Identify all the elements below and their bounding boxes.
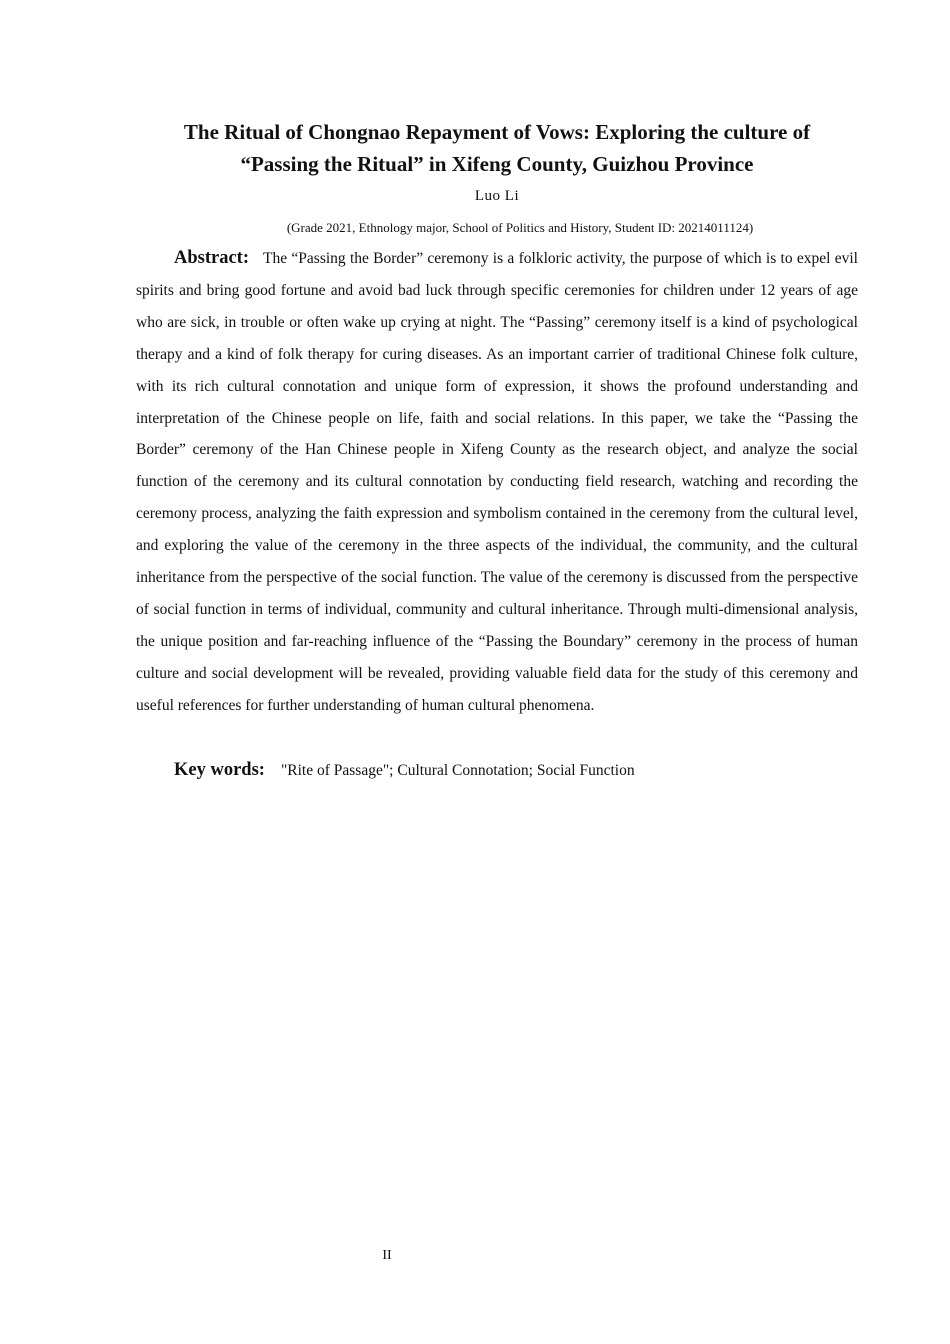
abstract-paragraph — [136, 243, 858, 722]
author-affiliation: (Grade 2021, Ethnology major, School of Politics and History, Student ID: 20214011124) — [286, 220, 754, 235]
keywords-paragraph — [136, 754, 858, 787]
page-number: II — [382, 1248, 392, 1263]
keywords-label: Key words: — [174, 760, 265, 780]
title-line-1: The Ritual of Chongnao Repayment of Vows: Exploring the culture of — [183, 120, 811, 144]
abstract-text: The “Passing the Border” ceremony is a folkloric activity, the purpose of which is to expel evil spirits and bring good fortune and avoid bad luck through specific ceremonies for children under 12 years of age who are sick, in trouble or often wake up crying at night. The “Passing” ceremony itself is a kind of psychological therapy and a kind of folk therapy for curing diseases. As an important carrier of traditional Chinese folk culture, with its rich cultural connotation and unique form of expression, it shows the profound understanding and interpretation of the Chinese people on life, faith and social relations. In this paper, we take the “Passing the Border” ceremony of the Han Chinese people in Xifeng County as the research object, and analyze the social function of the ceremony and its cultural connotation by conducting field research, watching and recording the ceremony process, analyzing the faith expression and symbolism contained in the ceremony from the cultural level, and exploring the value of the ceremony in the three aspects of the individual, the community, and the cultural inheritance from the perspective of the social function. The value of the ceremony is discussed from the perspective of social function in terms of individual, community and cultural inheritance. Through multi-dimensional analysis, the unique position and far-reaching influence of the “Passing the Boundary” ceremony in the process of human culture and social development will be revealed, providing valuable field data for the study of this ceremony and useful references for further understanding of human cultural phenomena. — [136, 250, 858, 714]
keywords-text: "Rite of Passage"; Cultural Connotation; Social Function — [280, 762, 635, 779]
title-line-2: “Passing the Ritual” in Xifeng County, Guizhou Province — [240, 152, 754, 176]
author-name: Luo Li — [474, 188, 520, 204]
abstract-label: Abstract: — [174, 248, 250, 268]
paper-title — [136, 116, 858, 180]
